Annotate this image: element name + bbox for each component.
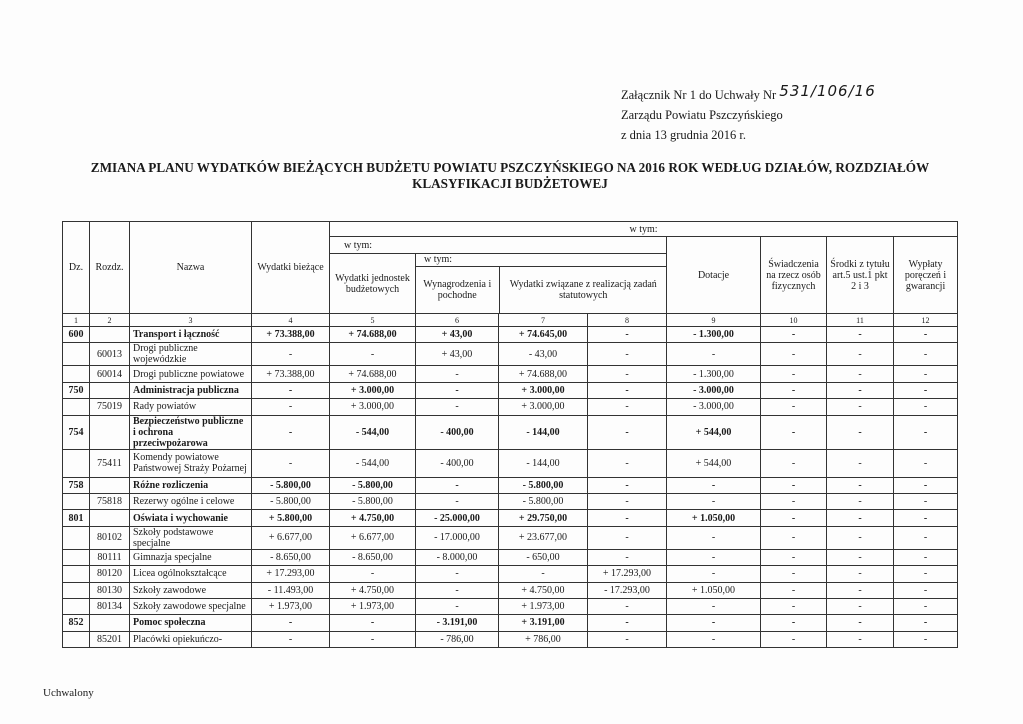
table-cell: 80130 bbox=[90, 582, 130, 598]
table-cell: - bbox=[894, 399, 958, 415]
table-cell: - bbox=[761, 510, 827, 526]
table-cell: - 144,00 bbox=[499, 449, 588, 477]
table-cell: + 74.688,00 bbox=[499, 366, 588, 382]
table-cell: - bbox=[827, 493, 894, 509]
table-row bbox=[63, 526, 958, 549]
table-cell: - bbox=[416, 477, 499, 493]
header-nazwa: Nazwa bbox=[130, 222, 252, 314]
table-cell: + 6.677,00 bbox=[330, 526, 416, 549]
table-cell: - bbox=[894, 566, 958, 582]
table-cell bbox=[90, 382, 130, 398]
table-cell: Szkoły podstawowe specjalne bbox=[130, 526, 252, 549]
footer-note: Uchwalony bbox=[43, 687, 94, 699]
table-cell bbox=[63, 399, 90, 415]
table-cell: - 8.000,00 bbox=[416, 549, 499, 565]
table-row bbox=[63, 343, 958, 366]
column-index-cell: 12 bbox=[894, 314, 958, 327]
table-cell: + 786,00 bbox=[499, 631, 588, 647]
table-cell: - bbox=[588, 526, 667, 549]
table-cell: + 73.388,00 bbox=[252, 366, 330, 382]
table-cell: + 23.677,00 bbox=[499, 526, 588, 549]
table-cell: - bbox=[330, 566, 416, 582]
table-cell: - bbox=[761, 493, 827, 509]
table-cell: - 8.650,00 bbox=[252, 549, 330, 565]
table-cell: + 17.293,00 bbox=[252, 566, 330, 582]
header-rozdz: Rozdz. bbox=[90, 222, 130, 314]
table-cell: - 17.293,00 bbox=[588, 582, 667, 598]
table-row bbox=[63, 598, 958, 614]
column-index-cell: 11 bbox=[827, 314, 894, 327]
table-cell: - 5.800,00 bbox=[499, 477, 588, 493]
table-cell: + 1.973,00 bbox=[252, 598, 330, 614]
header-wydatki-zadan: Wydatki związane z realizacją zadań statutowych bbox=[509, 278, 657, 301]
table-cell: - bbox=[667, 615, 761, 631]
table-cell bbox=[63, 566, 90, 582]
table-cell: - bbox=[894, 510, 958, 526]
table-cell: - 11.493,00 bbox=[252, 582, 330, 598]
table-cell: - bbox=[894, 449, 958, 477]
table-cell: - 144,00 bbox=[499, 415, 588, 449]
table-row bbox=[63, 415, 958, 449]
table-cell: - 3.000,00 bbox=[667, 399, 761, 415]
table-cell: - 544,00 bbox=[330, 449, 416, 477]
table-cell: - bbox=[588, 477, 667, 493]
table-cell: - bbox=[761, 382, 827, 398]
table-cell: - bbox=[588, 615, 667, 631]
table-cell: - bbox=[416, 493, 499, 509]
table-row bbox=[63, 399, 958, 415]
column-index-cell: 1 bbox=[63, 314, 90, 327]
table-cell: Transport i łączność bbox=[130, 327, 252, 343]
table-cell: - bbox=[667, 477, 761, 493]
table-cell: 80134 bbox=[90, 598, 130, 614]
table-cell: + 1.973,00 bbox=[499, 598, 588, 614]
table-cell: - 1.300,00 bbox=[667, 327, 761, 343]
column-index-cell: 2 bbox=[90, 314, 130, 327]
table-cell: - bbox=[827, 549, 894, 565]
table-cell bbox=[63, 493, 90, 509]
table-cell: - bbox=[894, 493, 958, 509]
table-cell bbox=[63, 343, 90, 366]
table-cell: - 43,00 bbox=[499, 343, 588, 366]
table-cell: Drogi publiczne powiatowe bbox=[130, 366, 252, 382]
table-cell: - bbox=[588, 598, 667, 614]
header-w-tym-mid: w tym: bbox=[330, 237, 667, 254]
table-cell: + 5.800,00 bbox=[252, 510, 330, 526]
table-cell: - 5.800,00 bbox=[330, 493, 416, 509]
annex-line3: z dnia 13 grudnia 2016 r. bbox=[621, 128, 746, 142]
table-cell: - 400,00 bbox=[416, 449, 499, 477]
table-cell: - bbox=[827, 582, 894, 598]
column-index-cell: 8 bbox=[588, 314, 667, 327]
table-cell: - 8.650,00 bbox=[330, 549, 416, 565]
table-cell: 600 bbox=[63, 327, 90, 343]
table-cell: + 74.645,00 bbox=[499, 327, 588, 343]
table-cell: Administracja publiczna bbox=[130, 382, 252, 398]
table-cell: - bbox=[330, 343, 416, 366]
table-cell: - bbox=[761, 598, 827, 614]
table-cell: Rezerwy ogólne i celowe bbox=[130, 493, 252, 509]
table-cell: + 1.050,00 bbox=[667, 510, 761, 526]
column-index-row bbox=[63, 314, 958, 327]
table-cell: + 544,00 bbox=[667, 449, 761, 477]
header-dz: Dz. bbox=[63, 222, 90, 314]
annex-number: 531/106/16 bbox=[779, 82, 876, 100]
table-row bbox=[63, 366, 958, 382]
table-cell: - bbox=[761, 449, 827, 477]
table-row bbox=[63, 477, 958, 493]
table-cell: - 786,00 bbox=[416, 631, 499, 647]
table-cell: + 544,00 bbox=[667, 415, 761, 449]
table-cell: - bbox=[588, 382, 667, 398]
table-cell: - bbox=[894, 631, 958, 647]
table-cell: - bbox=[827, 598, 894, 614]
table-cell: + 3.191,00 bbox=[499, 615, 588, 631]
table-row bbox=[63, 327, 958, 343]
table-cell: - bbox=[588, 549, 667, 565]
table-cell: 85201 bbox=[90, 631, 130, 647]
table-cell: - bbox=[416, 366, 499, 382]
table-cell: - bbox=[827, 366, 894, 382]
table-cell: - bbox=[588, 399, 667, 415]
table-cell: - 17.000,00 bbox=[416, 526, 499, 549]
table-cell: 60014 bbox=[90, 366, 130, 382]
table-cell: Szkoły zawodowe specjalne bbox=[130, 598, 252, 614]
header-w-tym-top: w tym: bbox=[330, 222, 958, 237]
table-row bbox=[63, 549, 958, 565]
table-cell bbox=[63, 526, 90, 549]
column-index-cell: 3 bbox=[130, 314, 252, 327]
table-row bbox=[63, 510, 958, 526]
table-cell: - bbox=[827, 510, 894, 526]
table-cell: - 544,00 bbox=[330, 415, 416, 449]
table-cell: - bbox=[761, 631, 827, 647]
column-index-cell: 9 bbox=[667, 314, 761, 327]
table-cell: - bbox=[761, 366, 827, 382]
table-cell: 75411 bbox=[90, 449, 130, 477]
table-cell: - bbox=[252, 631, 330, 647]
table-row bbox=[63, 582, 958, 598]
table-cell: - bbox=[894, 415, 958, 449]
annex-line2: Zarządu Powiatu Pszczyńskiego bbox=[621, 108, 783, 122]
table-cell: 758 bbox=[63, 477, 90, 493]
table-cell: 60013 bbox=[90, 343, 130, 366]
table-cell: - bbox=[416, 582, 499, 598]
annex-line1: Załącznik Nr 1 do Uchwały Nr bbox=[621, 88, 777, 102]
table-cell: - bbox=[827, 327, 894, 343]
table-cell: - bbox=[894, 382, 958, 398]
table-cell: - bbox=[761, 399, 827, 415]
table-cell: - bbox=[252, 399, 330, 415]
table-cell: - bbox=[588, 449, 667, 477]
table-cell: - 5.800,00 bbox=[252, 477, 330, 493]
header-wydatki-jednostek: Wydatki jednostek budżetowych bbox=[330, 254, 416, 314]
column-index-cell: 5 bbox=[330, 314, 416, 327]
table-cell: + 73.388,00 bbox=[252, 327, 330, 343]
table-cell: - bbox=[667, 549, 761, 565]
table-cell: - bbox=[761, 566, 827, 582]
table-cell: 80102 bbox=[90, 526, 130, 549]
header-w-tym-inner: w tym: bbox=[416, 254, 667, 266]
table-cell: + 4.750,00 bbox=[499, 582, 588, 598]
table-cell: - 650,00 bbox=[499, 549, 588, 565]
table-cell: - bbox=[761, 327, 827, 343]
table-cell: Oświata i wychowanie bbox=[130, 510, 252, 526]
table-cell: + 29.750,00 bbox=[499, 510, 588, 526]
table-cell: - bbox=[827, 399, 894, 415]
table-cell: Pomoc społeczna bbox=[130, 615, 252, 631]
table-cell: - bbox=[252, 343, 330, 366]
table-cell: Szkoły zawodowe bbox=[130, 582, 252, 598]
table-cell: - bbox=[416, 566, 499, 582]
table-cell: 80120 bbox=[90, 566, 130, 582]
table-cell: 75019 bbox=[90, 399, 130, 415]
table-cell: - bbox=[588, 493, 667, 509]
table-cell: - bbox=[827, 415, 894, 449]
table-cell: - bbox=[252, 382, 330, 398]
table-cell: - bbox=[894, 343, 958, 366]
table-cell bbox=[90, 477, 130, 493]
table-cell: - bbox=[416, 399, 499, 415]
table-cell: - 25.000,00 bbox=[416, 510, 499, 526]
table-cell: - 1.300,00 bbox=[667, 366, 761, 382]
table-cell: - bbox=[667, 598, 761, 614]
table-row bbox=[63, 382, 958, 398]
table-cell bbox=[63, 582, 90, 598]
table-cell: 852 bbox=[63, 615, 90, 631]
table-cell: - bbox=[827, 615, 894, 631]
table-cell bbox=[63, 366, 90, 382]
table-cell bbox=[63, 631, 90, 647]
table-cell: + 1.973,00 bbox=[330, 598, 416, 614]
table-row bbox=[63, 449, 958, 477]
table-cell: Komendy powiatowe Państwowej Straży Pożarnej bbox=[130, 449, 252, 477]
table-cell: - bbox=[588, 343, 667, 366]
table-cell: - bbox=[252, 615, 330, 631]
table-cell: - bbox=[416, 598, 499, 614]
table-cell: - bbox=[827, 382, 894, 398]
table-cell: - 400,00 bbox=[416, 415, 499, 449]
table-cell bbox=[90, 615, 130, 631]
table-cell: Bezpieczeństwo publiczne i ochrona przeciwpożarowa bbox=[130, 415, 252, 449]
table-cell: + 3.000,00 bbox=[499, 399, 588, 415]
table-cell: - bbox=[588, 631, 667, 647]
table-cell: - bbox=[894, 477, 958, 493]
table-cell: - bbox=[330, 631, 416, 647]
table-cell: Różne rozliczenia bbox=[130, 477, 252, 493]
table-cell: - bbox=[667, 343, 761, 366]
table-cell: - bbox=[894, 549, 958, 565]
table-cell: - bbox=[894, 598, 958, 614]
table-cell: - bbox=[761, 615, 827, 631]
table-cell bbox=[63, 598, 90, 614]
table-cell: Licea ogólnokształcące bbox=[130, 566, 252, 582]
table-cell: - bbox=[588, 366, 667, 382]
column-index-cell: 10 bbox=[761, 314, 827, 327]
table-cell: - bbox=[588, 327, 667, 343]
table-cell: - bbox=[827, 343, 894, 366]
table-cell: 80111 bbox=[90, 549, 130, 565]
header-wydatki-biezace: Wydatki bieżące bbox=[252, 222, 330, 314]
table-cell bbox=[90, 510, 130, 526]
header-swiadczenia: Świadczenia na rzecz osób fizycznych bbox=[761, 237, 827, 314]
table-cell: 75818 bbox=[90, 493, 130, 509]
table-cell bbox=[63, 449, 90, 477]
table-cell bbox=[90, 327, 130, 343]
table-cell: + 3.000,00 bbox=[499, 382, 588, 398]
table-cell: - bbox=[499, 566, 588, 582]
table-cell: Gimnazja specjalne bbox=[130, 549, 252, 565]
table-cell: - 5.800,00 bbox=[499, 493, 588, 509]
table-cell: - bbox=[761, 526, 827, 549]
header-srodki: Środki z tytułu art.5 ust.1 pkt 2 i 3 bbox=[827, 237, 894, 314]
table-cell: 754 bbox=[63, 415, 90, 449]
table-cell: - bbox=[667, 493, 761, 509]
table-cell: Drogi publiczne wojewódzkie bbox=[130, 343, 252, 366]
table-cell: + 4.750,00 bbox=[330, 510, 416, 526]
table-cell: - bbox=[588, 415, 667, 449]
table-row bbox=[63, 566, 958, 582]
table-body bbox=[63, 327, 958, 648]
table-cell: + 74.688,00 bbox=[330, 327, 416, 343]
table-cell: - bbox=[667, 566, 761, 582]
table-cell bbox=[90, 415, 130, 449]
table-cell: - bbox=[894, 582, 958, 598]
table-cell: - bbox=[894, 615, 958, 631]
header-wyplaty: Wypłaty poręczeń i gwarancji bbox=[894, 237, 958, 314]
table-cell: + 4.750,00 bbox=[330, 582, 416, 598]
table-cell: - bbox=[827, 566, 894, 582]
table-cell: - bbox=[894, 366, 958, 382]
table-cell: - bbox=[252, 449, 330, 477]
table-cell: 750 bbox=[63, 382, 90, 398]
header-w-tym-inner-group bbox=[416, 254, 667, 314]
header-wynagrodzenia: Wynagrodzenia i pochodne bbox=[416, 266, 499, 313]
document-title: ZMIANA PLANU WYDATKÓW BIEŻĄCYCH BUDŻETU POWIATU PSZCZYŃSKIEGO NA 2016 ROK WEDŁUG DZIAŁÓW, ROZDZIAŁÓW KLASYFIKACJI BUDŻETOWEJ bbox=[90, 160, 930, 191]
table-row bbox=[63, 493, 958, 509]
table-cell: - bbox=[330, 615, 416, 631]
table-row bbox=[63, 615, 958, 631]
table-cell: - 5.800,00 bbox=[252, 493, 330, 509]
table-cell: - bbox=[827, 631, 894, 647]
table-cell: - bbox=[827, 477, 894, 493]
table-cell: - bbox=[252, 415, 330, 449]
table-cell: - 3.191,00 bbox=[416, 615, 499, 631]
expenditure-table bbox=[62, 221, 958, 648]
table-cell: - 3.000,00 bbox=[667, 382, 761, 398]
table-cell: + 17.293,00 bbox=[588, 566, 667, 582]
table-cell: - bbox=[416, 382, 499, 398]
table-cell: + 74.688,00 bbox=[330, 366, 416, 382]
table-cell: Rady powiatów bbox=[130, 399, 252, 415]
table-cell: + 3.000,00 bbox=[330, 382, 416, 398]
table-cell: - bbox=[761, 415, 827, 449]
table-cell: 801 bbox=[63, 510, 90, 526]
table-cell: - bbox=[894, 526, 958, 549]
table-cell: - bbox=[761, 549, 827, 565]
table-cell: + 6.677,00 bbox=[252, 526, 330, 549]
table-cell: - bbox=[827, 449, 894, 477]
table-cell: + 43,00 bbox=[416, 327, 499, 343]
table-cell: - bbox=[667, 526, 761, 549]
table-cell: - 5.800,00 bbox=[330, 477, 416, 493]
table-cell: + 3.000,00 bbox=[330, 399, 416, 415]
table-cell: - bbox=[588, 510, 667, 526]
table-cell: - bbox=[761, 343, 827, 366]
table-cell: + 43,00 bbox=[416, 343, 499, 366]
table-cell: - bbox=[761, 582, 827, 598]
annex-header bbox=[621, 84, 876, 145]
table-cell: - bbox=[894, 327, 958, 343]
table-cell: - bbox=[761, 477, 827, 493]
table-cell: - bbox=[667, 631, 761, 647]
table-cell: Placówki opiekuńczo- bbox=[130, 631, 252, 647]
table-cell: - bbox=[827, 526, 894, 549]
column-index-cell: 4 bbox=[252, 314, 330, 327]
column-index-cell: 6 bbox=[416, 314, 499, 327]
table-cell bbox=[63, 549, 90, 565]
column-index-cell: 7 bbox=[499, 314, 588, 327]
table-cell: + 1.050,00 bbox=[667, 582, 761, 598]
header-dotacje: Dotacje bbox=[667, 237, 761, 314]
table-row bbox=[63, 631, 958, 647]
